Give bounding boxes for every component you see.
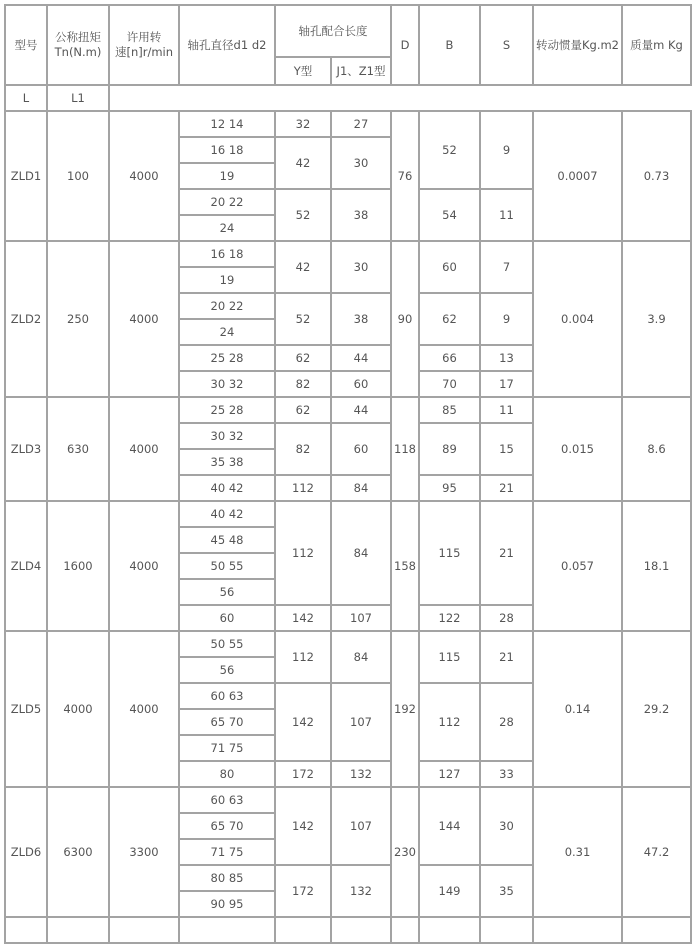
length-L1-cell: 30 — [331, 241, 391, 293]
torque-cell: 4000 — [47, 631, 109, 787]
bore-cell: 60 63 — [179, 787, 275, 813]
inertia-cell: 0.004 — [533, 241, 622, 397]
length-L-cell: 142 — [275, 787, 331, 865]
partial-cell — [622, 917, 691, 943]
bore-cell: 25 28 — [179, 397, 275, 423]
model-cell: ZLD2 — [5, 241, 47, 397]
B-cell: 122 — [419, 605, 480, 631]
bore-cell: 30 32 — [179, 371, 275, 397]
length-L-cell: 142 — [275, 683, 331, 761]
length-L-cell: 112 — [275, 475, 331, 501]
B-cell: 112 — [419, 683, 480, 761]
S-cell: 11 — [480, 397, 533, 423]
header-row — [5, 5, 691, 57]
table-row — [5, 501, 691, 527]
bore-cell: 80 85 — [179, 865, 275, 891]
model-cell: ZLD3 — [5, 397, 47, 501]
header-y-type: Y型 — [275, 57, 331, 85]
partial-cell — [419, 917, 480, 943]
torque-cell: 250 — [47, 241, 109, 397]
header-model: 型号 — [5, 5, 47, 85]
B-cell: 85 — [419, 397, 480, 423]
B-cell: 54 — [419, 189, 480, 241]
mass-cell: 3.9 — [622, 241, 691, 397]
B-cell: 95 — [419, 475, 480, 501]
length-L-cell: 62 — [275, 345, 331, 371]
length-L-cell: 42 — [275, 241, 331, 293]
partial-cell — [533, 917, 622, 943]
header-D: D — [391, 5, 419, 85]
length-L-cell: 82 — [275, 423, 331, 475]
model-cell: ZLD1 — [5, 111, 47, 241]
bore-cell: 45 48 — [179, 527, 275, 553]
coupling-spec-table — [4, 4, 692, 944]
bore-cell: 30 32 — [179, 423, 275, 449]
table-row — [5, 631, 691, 657]
length-L1-cell: 132 — [331, 761, 391, 787]
header-bore: 轴孔直径d1 d2 — [179, 5, 275, 85]
mass-cell: 18.1 — [622, 501, 691, 631]
S-cell: 30 — [480, 787, 533, 865]
S-cell: 7 — [480, 241, 533, 293]
length-L1-cell: 107 — [331, 787, 391, 865]
length-L1-cell: 84 — [331, 475, 391, 501]
bore-cell: 90 95 — [179, 891, 275, 917]
length-L-cell: 172 — [275, 865, 331, 917]
header-mass: 质量m Kg — [622, 5, 691, 85]
S-cell: 21 — [480, 501, 533, 605]
bore-cell: 71 75 — [179, 839, 275, 865]
length-L1-cell: 27 — [331, 111, 391, 137]
bore-cell: 24 — [179, 319, 275, 345]
partial-cell — [480, 917, 533, 943]
header-B: B — [419, 5, 480, 85]
bore-cell: 56 — [179, 579, 275, 605]
torque-cell: 630 — [47, 397, 109, 501]
mass-cell: 8.6 — [622, 397, 691, 501]
bore-cell: 50 55 — [179, 553, 275, 579]
S-cell: 9 — [480, 293, 533, 345]
bore-cell: 40 42 — [179, 501, 275, 527]
bore-cell: 65 70 — [179, 813, 275, 839]
mass-cell: 0.73 — [622, 111, 691, 241]
B-cell: 60 — [419, 241, 480, 293]
bore-cell: 20 22 — [179, 293, 275, 319]
header-torque — [47, 5, 109, 85]
diameter-D-cell: 192 — [391, 631, 419, 787]
length-L-cell: 52 — [275, 189, 331, 241]
length-L-cell: 172 — [275, 761, 331, 787]
length-L1-cell: 38 — [331, 293, 391, 345]
B-cell: 115 — [419, 501, 480, 605]
S-cell: 21 — [480, 475, 533, 501]
B-cell: 127 — [419, 761, 480, 787]
length-L1-cell: 107 — [331, 605, 391, 631]
header-L1: L1 — [47, 85, 109, 111]
B-cell: 149 — [419, 865, 480, 917]
length-L1-cell: 44 — [331, 345, 391, 371]
speed-cell: 4000 — [109, 501, 179, 631]
partial-cell — [47, 917, 109, 943]
model-cell: ZLD4 — [5, 501, 47, 631]
inertia-cell: 0.14 — [533, 631, 622, 787]
speed-cell: 4000 — [109, 241, 179, 397]
length-L1-cell: 60 — [331, 371, 391, 397]
length-L-cell: 42 — [275, 137, 331, 189]
length-L-cell: 112 — [275, 501, 331, 605]
speed-cell: 3300 — [109, 787, 179, 917]
subheader-length-row — [5, 85, 691, 111]
diameter-D-cell: 230 — [391, 787, 419, 917]
header-speed — [109, 5, 179, 85]
table-body — [5, 5, 691, 943]
length-L1-cell: 30 — [331, 137, 391, 189]
inertia-cell: 0.31 — [533, 787, 622, 917]
header-L: L — [5, 85, 47, 111]
length-L1-cell: 132 — [331, 865, 391, 917]
bore-cell: 12 14 — [179, 111, 275, 137]
S-cell: 28 — [480, 683, 533, 761]
diameter-D-cell: 76 — [391, 111, 419, 241]
length-L1-cell: 107 — [331, 683, 391, 761]
inertia-cell: 0.015 — [533, 397, 622, 501]
header-inertia: 转动惯量Kg.m2 — [533, 5, 622, 85]
bore-cell: 19 — [179, 163, 275, 189]
table-row — [5, 787, 691, 813]
header-torque-line1: 公称扭矩 — [55, 30, 101, 44]
bore-cell: 56 — [179, 657, 275, 683]
length-L-cell: 112 — [275, 631, 331, 683]
mass-cell: 29.2 — [622, 631, 691, 787]
length-L-cell: 32 — [275, 111, 331, 137]
partial-cell — [391, 917, 419, 943]
table-row-partial — [5, 917, 691, 943]
table-row — [5, 241, 691, 267]
header-jz-type: J1、Z1型 — [331, 57, 391, 85]
bore-cell: 16 18 — [179, 241, 275, 267]
length-L1-cell: 84 — [331, 631, 391, 683]
partial-cell — [109, 917, 179, 943]
S-cell: 35 — [480, 865, 533, 917]
length-L-cell: 52 — [275, 293, 331, 345]
S-cell: 17 — [480, 371, 533, 397]
torque-cell: 6300 — [47, 787, 109, 917]
bore-cell: 71 75 — [179, 735, 275, 761]
mass-cell: 47.2 — [622, 787, 691, 917]
table-row — [5, 397, 691, 423]
torque-cell: 100 — [47, 111, 109, 241]
header-speed-line2: 速[n]r/min — [114, 45, 174, 59]
bore-cell: 20 22 — [179, 189, 275, 215]
partial-cell — [5, 917, 47, 943]
inertia-cell: 0.057 — [533, 501, 622, 631]
table-row — [5, 111, 691, 137]
header-fit-length: 轴孔配合长度 — [275, 5, 391, 57]
inertia-cell: 0.0007 — [533, 111, 622, 241]
bore-cell: 19 — [179, 267, 275, 293]
header-S: S — [480, 5, 533, 85]
B-cell: 70 — [419, 371, 480, 397]
model-cell: ZLD6 — [5, 787, 47, 917]
diameter-D-cell: 158 — [391, 501, 419, 631]
length-L1-cell: 60 — [331, 423, 391, 475]
header-torque-line2: Tn(N.m) — [54, 45, 102, 59]
bore-cell: 16 18 — [179, 137, 275, 163]
length-L1-cell: 84 — [331, 501, 391, 605]
bore-cell: 65 70 — [179, 709, 275, 735]
B-cell: 144 — [419, 787, 480, 865]
speed-cell: 4000 — [109, 631, 179, 787]
B-cell: 52 — [419, 111, 480, 189]
bore-cell: 24 — [179, 215, 275, 241]
B-cell: 89 — [419, 423, 480, 475]
diameter-D-cell: 90 — [391, 241, 419, 397]
length-L1-cell: 38 — [331, 189, 391, 241]
partial-cell — [179, 917, 275, 943]
S-cell: 28 — [480, 605, 533, 631]
bore-cell: 40 42 — [179, 475, 275, 501]
bore-cell: 35 38 — [179, 449, 275, 475]
B-cell: 66 — [419, 345, 480, 371]
speed-cell: 4000 — [109, 111, 179, 241]
length-L1-cell: 44 — [331, 397, 391, 423]
bore-cell: 60 63 — [179, 683, 275, 709]
model-cell: ZLD5 — [5, 631, 47, 787]
S-cell: 9 — [480, 111, 533, 189]
partial-cell — [275, 917, 331, 943]
S-cell: 33 — [480, 761, 533, 787]
bore-cell: 80 — [179, 761, 275, 787]
S-cell: 21 — [480, 631, 533, 683]
length-L-cell: 142 — [275, 605, 331, 631]
B-cell: 62 — [419, 293, 480, 345]
length-L-cell: 62 — [275, 397, 331, 423]
B-cell: 115 — [419, 631, 480, 683]
S-cell: 11 — [480, 189, 533, 241]
S-cell: 13 — [480, 345, 533, 371]
diameter-D-cell: 118 — [391, 397, 419, 501]
bore-cell: 60 — [179, 605, 275, 631]
length-L-cell: 82 — [275, 371, 331, 397]
bore-cell: 25 28 — [179, 345, 275, 371]
S-cell: 15 — [480, 423, 533, 475]
speed-cell: 4000 — [109, 397, 179, 501]
partial-cell — [331, 917, 391, 943]
bore-cell: 50 55 — [179, 631, 275, 657]
torque-cell: 1600 — [47, 501, 109, 631]
header-speed-line1: 许用转 — [126, 30, 162, 44]
